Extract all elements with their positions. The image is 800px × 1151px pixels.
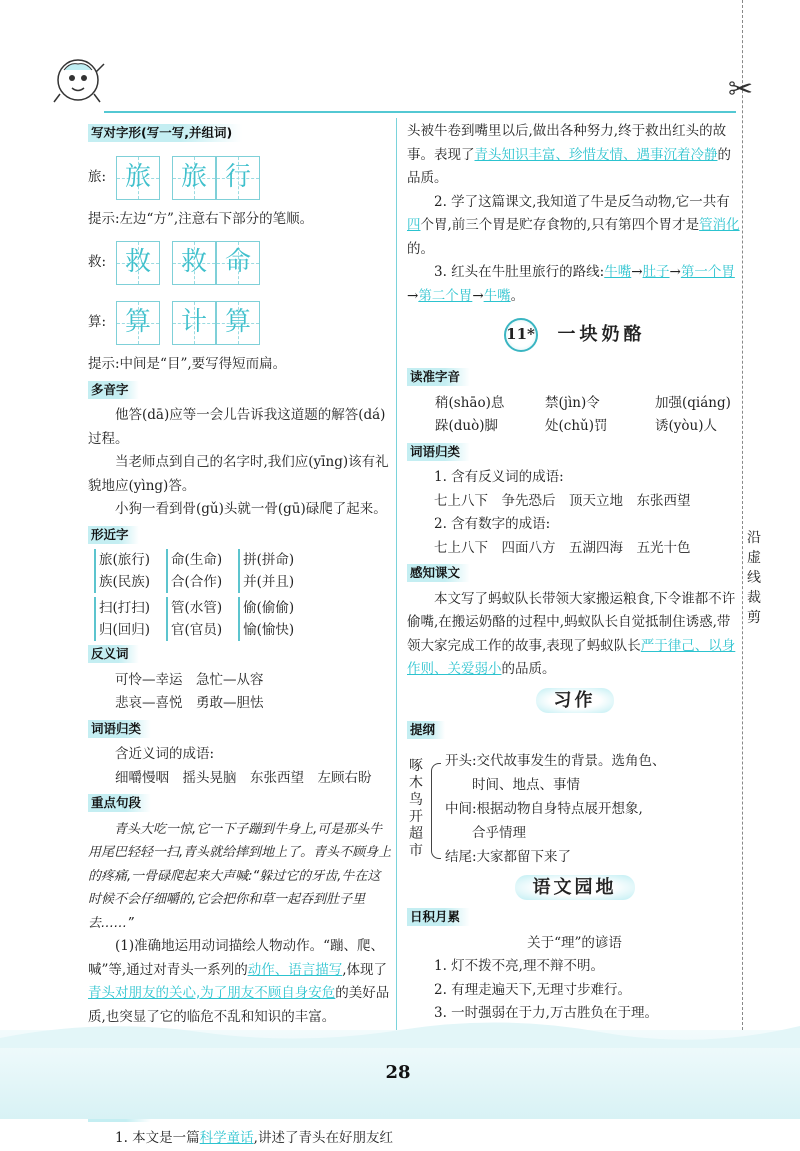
writing-cell: 旅 [172, 156, 216, 200]
xingjin-group: 扫(打扫) 归(回归) 管(水管) 官(官员) 偷(偷偷) 愉(愉快) [94, 597, 393, 641]
ganzhi-line: 1. 本文是一篇科学童话,讲述了青头在好朋友红 [115, 1130, 393, 1146]
handwritten-answer: 青头知识丰富、珍惜友情、遇事沉着冷静 [474, 146, 718, 163]
writing-cell: 救 [116, 241, 160, 285]
duoyin-line: 小狗一看到骨(gǔ)头就一骨(gū)碌爬了起来。 [115, 501, 387, 517]
writing-cell: 算 [216, 301, 260, 345]
route-step: 牛嘴 [604, 264, 632, 280]
grid-row-suan [88, 295, 393, 351]
handwritten-answer: 管消化 [699, 217, 740, 233]
proverb-item: 2. 有理走遍天下,无理寸步难行。 [434, 981, 631, 998]
arrow-icon: → [407, 287, 419, 304]
ciyu-list: 细嚼慢咽 摇头晃脑 东张西望 左顾右盼 [115, 769, 372, 786]
grid-label: 算: [88, 314, 107, 331]
fanyi-line: 悲哀—喜悦 勇敢—胆怯 [115, 695, 264, 711]
cut-dashed-line [742, 0, 743, 1030]
writing-cell: 旅 [116, 156, 160, 200]
writing-cell: 算 [116, 301, 160, 345]
section-tag-xingjin: 形近字 [88, 526, 139, 544]
paragraph-2: 2. 学了这篇课文,我知道了牛是反刍动物,它一共有四个胃,前三个胃是贮存食物的,只有第四个胃才是管消化的。 [407, 193, 740, 257]
ciyu-intro: 含近义词的成语: [115, 746, 215, 762]
lesson-title: 一块奶酪 [557, 324, 646, 346]
outline-items: 开头:交代故事发生的背景。选角色、 时间、地点、事情 中间:根据动物自身特点展开想象, 合乎情理 结尾:大家都留下来了 [445, 752, 666, 865]
footer-wave [0, 1018, 800, 1048]
writing-cell: 计 [172, 301, 216, 345]
ciyu-item: 七上八下 争先恐后 顶天立地 东张西望 [434, 492, 691, 509]
grid-label: 救: [88, 254, 107, 271]
answer-1: (1)准确地运用动词描绘人物动作。“蹦、爬、喊”等,通过对青头一系列的动作、语言描写,体现了青头对朋友的关心,为了朋友不顾自身安危的美好品质,也突显了它的临危不乱和知识的丰富。 [88, 938, 390, 1025]
route-step: 牛嘴 [483, 287, 511, 304]
handwritten-answer: 严于律己、以身作则、关爱弱小 [407, 637, 736, 677]
ciyu-item: 2. 含有数字的成语: [434, 516, 551, 532]
outline-title: 啄木鸟开超市 [409, 757, 423, 859]
xizuo-banner: 习作 [407, 688, 742, 714]
arrow-icon: → [631, 264, 643, 280]
zhuyin-grid: 稍(shāo)息 禁(jìn)令 加强(qiáng) 跺(duò)脚 处(chǔ)罚 诱(yòu)人 [435, 394, 731, 434]
route-step: 第二个胃 [418, 287, 473, 304]
writing-cell: 命 [216, 241, 260, 285]
proverb-item: 1. 灯不拨不亮,理不辩不明。 [434, 958, 604, 974]
section-tag-xiezi: 写对字形(写一写,并组词) [88, 124, 242, 142]
duoyin-line: 当老师点到自己的名字时,我们应(yīng)该有礼貌地应(yìng)答。 [88, 454, 389, 494]
proverb-item: 3. 一时强弱在于力,万古胜负在于理。 [434, 1005, 658, 1021]
duoyin-line: 他答(dā)应等一会儿告诉我这道题的解答(dá)过程。 [88, 407, 386, 447]
key-passage: 青头大吃一惊,它一下子蹦到牛身上,可是那头牛用尾巴轻轻一扫,青头就给摔到地上了。青头不顾身上的疼痛,一骨碌爬起来大声喊:“躲过它的牙齿,牛在这时候不会仔细嚼的,它会把你和草一起吞到肚子里去……” [88, 821, 392, 931]
proverb-title: 关于“理”的谚语 [527, 934, 622, 951]
cut-note: 沿虚线裁剪 [747, 530, 761, 626]
section-tag-zhongdian: 重点句段 [88, 794, 151, 812]
arrow-icon: → [669, 264, 681, 280]
handwritten-answer: 青头对朋友的关心,为了朋友不顾自身安危 [88, 985, 336, 1001]
ciyu-item: 1. 含有反义词的成语: [434, 469, 564, 485]
handwritten-answer: 动作、语言描写 [247, 961, 343, 978]
section-tag-duzhun: 读准字音 [407, 368, 470, 386]
route-line: 3. 红头在牛肚里旅行的路线:牛嘴→肚子→第一个胃→第二个胃→牛嘴。 [407, 264, 735, 304]
ganzhi-paragraph: 本文写了蚂蚁队长带领大家搬运粮食,下令谁都不许偷嘴,在搬运奶酪的过程中,蚂蚁队长自觉抵制住诱惑,带领大家完成工作的故事,表现了蚂蚁队长严于律己、以身作则、关爱弱小的品质。 [407, 590, 736, 677]
section-tag-riji: 日积月累 [407, 908, 470, 926]
outline [407, 749, 742, 869]
grid-label: 旅: [88, 168, 107, 185]
yuwen-banner: 语文园地 [407, 875, 742, 901]
section-tag-ganzhi-r: 感知课文 [407, 564, 470, 582]
brace-icon [431, 763, 441, 859]
route-step: 肚子 [642, 264, 670, 280]
continued-text: 头被牛卷到嘴里以后,做出各种努力,终于救出红头的故事。表现了青头知识丰富、珍惜友情、遇事沉着冷静的品质。 [407, 123, 731, 186]
handwritten-answer: 科学童话 [199, 1130, 254, 1146]
hint-text: 提示:中间是“目”,要写得短而扁。 [88, 356, 287, 372]
page-number: 28 [378, 1058, 418, 1088]
ciyu-item: 七上八下 四面八方 五湖四海 五光十色 [434, 539, 691, 556]
arrow-icon: → [472, 287, 484, 304]
section-tag-duoyin: 多音字 [88, 381, 139, 399]
section-tag-ciyu-r: 词语归类 [407, 443, 470, 461]
route-step: 第一个胃 [680, 264, 735, 280]
left-column [88, 120, 393, 1151]
hint-text: 提示:左边“方”,注意右下部分的笔顺。 [88, 210, 314, 227]
fanyi-line: 可怜—幸运 急忙—从容 [115, 671, 264, 688]
mascot-icon [50, 50, 110, 108]
lesson-number-badge: 11* [504, 318, 538, 352]
lesson-header [407, 318, 742, 352]
writing-cell: 行 [216, 156, 260, 200]
right-column [407, 120, 742, 1026]
writing-cell: 救 [172, 241, 216, 285]
section-tag-ciyu: 词语归类 [88, 720, 151, 738]
handwritten-answer: 四 [407, 217, 421, 233]
grid-row-lv [88, 150, 393, 206]
section-tag-tigang: 提纲 [407, 721, 445, 739]
section-tag-fanyi: 反义词 [88, 645, 139, 663]
scissors-icon: ✂ [728, 72, 754, 107]
xingjin-group: 旅(旅行) 族(民族) 命(生命) 合(合作) 拼(拼命) 并(并且) [94, 549, 393, 593]
column-divider [396, 118, 397, 1038]
grid-row-jiu [88, 235, 393, 291]
top-rule [104, 111, 736, 113]
